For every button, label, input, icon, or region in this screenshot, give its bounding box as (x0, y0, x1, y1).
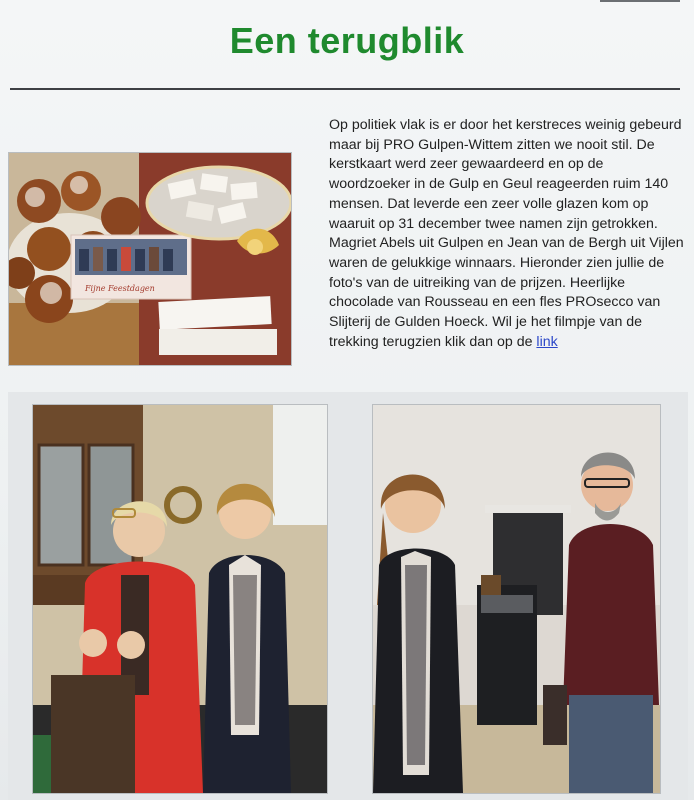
title-divider (10, 88, 680, 90)
photo-winner-magriet-illustration (33, 405, 327, 793)
card-text: Fijne Feestdagen (85, 284, 155, 293)
photo-oliebollen-and-bowl (8, 152, 292, 366)
article-body: Op politiek vlak is er door het kerstreces weinig gebeurd maar bij PRO Gulpen-Wittem zitten we nooit stil. De kerstkaart werd zeer gewaardeerd en op de woordzoeker in de Gulp en Geul reageerden ruim 140 mensen. Dat leverde een zeer volle glazen kom op waaruit op 31 december twee namen zijn getrokken. Magriet Abels uit Gulpen en Jean van de Bergh uit Vijlen waren de gelukkige winnaars. Hieronder zien jullie de foto's van de uitreiking van de prijzen. Heerlijke chocolade van Rousseau en een fles PROsecco van Slijterij de Gulden Hoeck. Wil je het filmpje van de trekking terugzien klik dan op de (329, 117, 684, 350)
video-link[interactable]: link (536, 333, 558, 350)
top-rule (600, 0, 680, 2)
photo-winner-jean (372, 404, 661, 794)
article-text (329, 116, 685, 352)
photo-winner-magriet (32, 404, 328, 794)
page-title: Een terugblik (229, 20, 465, 61)
photo-winner-jean-illustration (373, 405, 660, 793)
photo-oliebollen-illustration (9, 153, 291, 365)
